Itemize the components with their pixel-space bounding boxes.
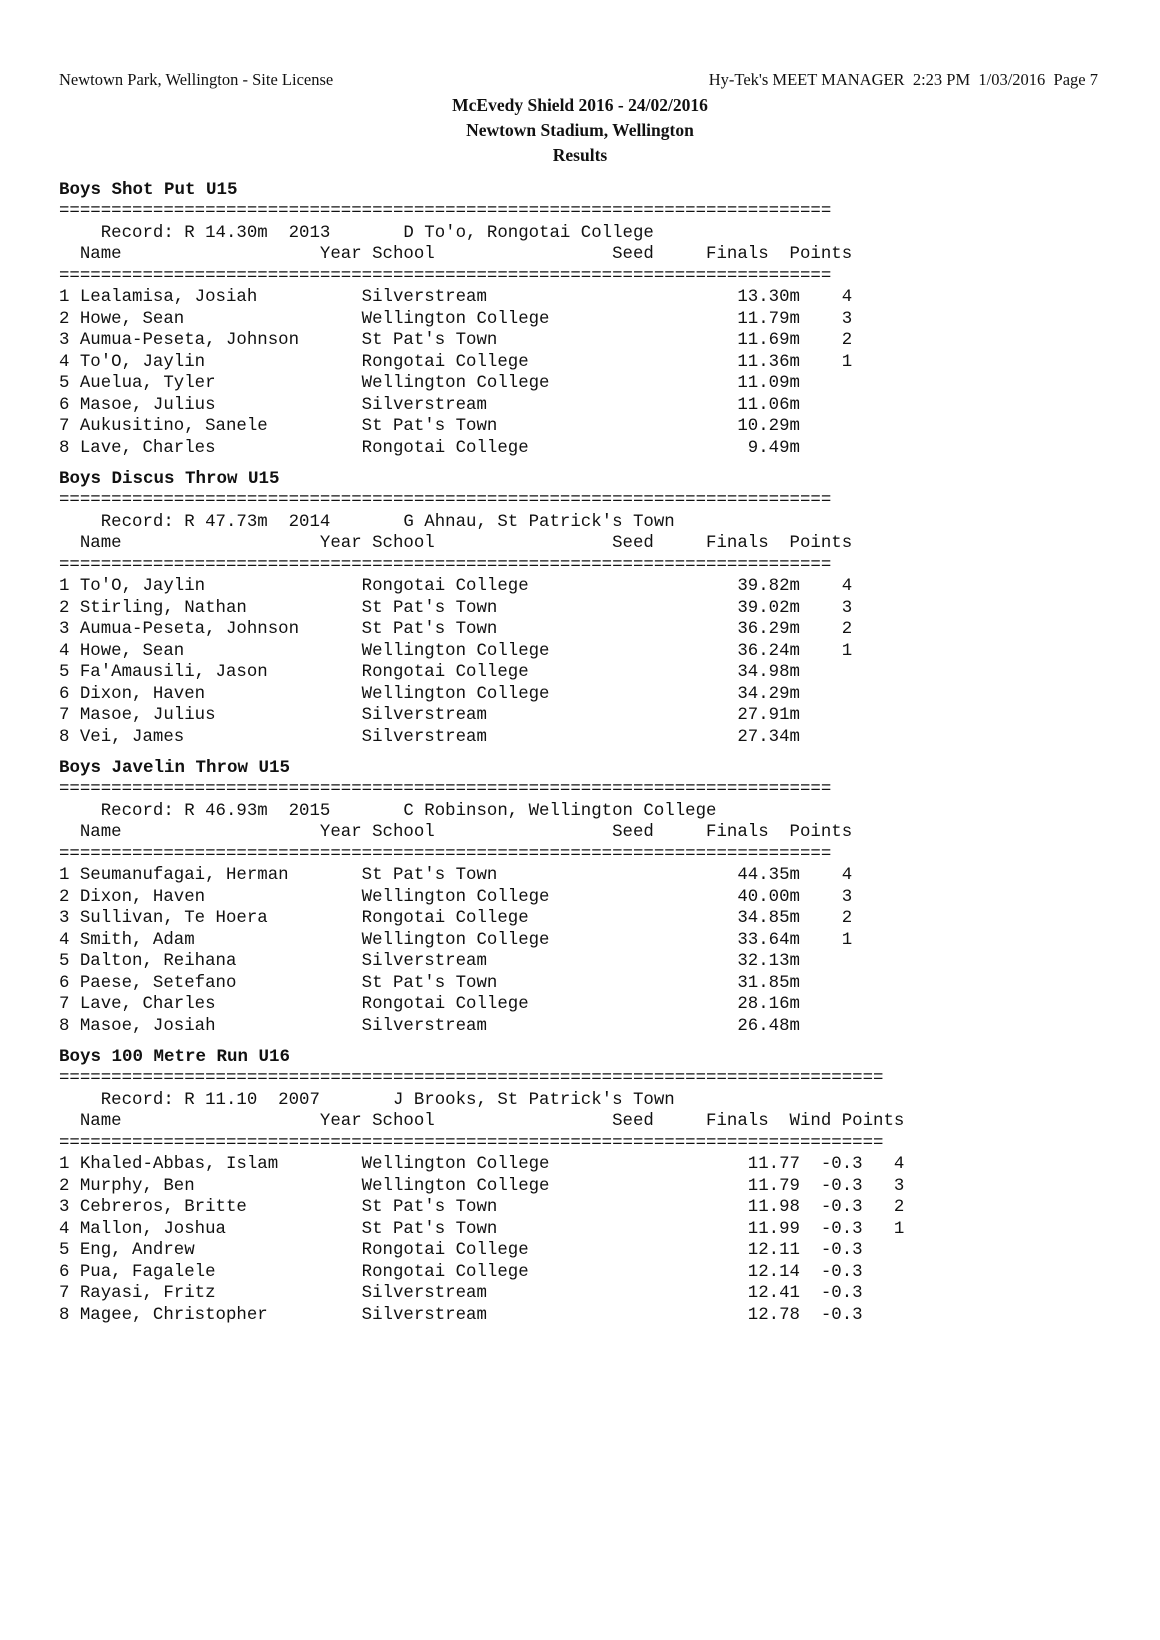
result-row: 2 Stirling, Nathan St Pat's Town 39.02m 3 [59,598,853,618]
result-row: 2 Dixon, Haven Wellington College 40.00m 3 [59,887,853,907]
meet-title: McEvedy Shield 2016 - 24/02/2016 [452,95,708,115]
separator-line: ========================================================================== [59,266,832,286]
separator-line: ========================================================================== [59,780,832,799]
result-row: 4 Smith, Adam Wellington College 33.64m 1 [59,930,853,950]
result-row: 6 Paese, Setefano St Pat's Town 31.85m [59,973,800,993]
result-row: 3 Aumua-Peseta, Johnson St Pat's Town 11.69m 2 [59,331,853,350]
result-row: 5 Auelua, Tyler Wellington College 11.09m [59,374,800,393]
column-headers: Name Year School Seed Finals Points [59,823,853,842]
separator-line: =============================================================================== [59,1133,884,1153]
result-row: 7 Lave, Charles Rongotai College 28.16m [59,995,800,1014]
result-row: 4 Mallon, Joshua St Pat's Town 11.99 -0.3 1 [59,1219,905,1239]
result-row: 3 Cebreros, Britte St Pat's Town 11.98 -0.3 2 [59,1198,905,1217]
column-headers: Name Year School Seed Finals Points [59,534,853,553]
result-row: 6 Masoe, Julius Silverstream 11.06m [59,395,800,415]
separator-line: ========================================================================== [59,555,832,575]
result-row: 1 Khaled-Abbas, Islam Wellington College 11.77 -0.3 4 [59,1155,905,1174]
result-row: 3 Sullivan, Te Hoera Rongotai College 34.85m 2 [59,909,853,928]
column-headers: Name Year School Seed Finals Wind Points [59,1112,905,1131]
event-shot-put-u15 [59,179,852,459]
result-row: 5 Fa'Amausili, Jason Rongotai College 34.98m [59,663,800,682]
separator-line: ========================================================================== [59,844,832,864]
event-title: Boys Shot Put U15 [59,180,238,200]
event-title: Boys Discus Throw U15 [59,469,280,489]
result-row: 8 Magee, Christopher Silverstream 12.78 -0.3 [59,1305,863,1325]
result-row: 8 Vei, James Silverstream 27.34m [59,727,800,747]
site-license-header: Newtown Park, Wellington - Site License [59,70,334,89]
record-line: Record: R 14.30m 2013 D To'o, Rongotai College [59,223,654,243]
separator-line: ========================================================================== [59,202,832,221]
result-row: 7 Masoe, Julius Silverstream 27.91m [59,706,800,725]
record-line: Record: R 11.10 2007 J Brooks, St Patrick's Town [59,1090,675,1110]
result-row: 7 Aukusitino, Sanele St Pat's Town 10.29m [59,417,800,436]
event-discus-throw-u15 [59,468,852,748]
result-row: 4 Howe, Sean Wellington College 36.24m 1 [59,641,853,661]
result-row: 1 To'O, Jaylin Rongotai College 39.82m 4 [59,577,853,596]
result-row: 7 Rayasi, Fritz Silverstream 12.41 -0.3 [59,1284,863,1303]
result-row: 1 Seumanufagai, Herman St Pat's Town 44.35m 4 [59,866,853,885]
result-row: 2 Murphy, Ben Wellington College 11.79 -0.3 3 [59,1176,905,1196]
column-headers: Name Year School Seed Finals Points [59,245,853,264]
event-javelin-throw-u15 [59,757,852,1037]
record-line: Record: R 46.93m 2015 C Robinson, Wellington College [59,801,717,821]
result-row: 5 Eng, Andrew Rongotai College 12.11 -0.3 [59,1241,863,1260]
result-row: 2 Howe, Sean Wellington College 11.79m 3 [59,309,853,329]
event-title: Boys 100 Metre Run U16 [59,1047,291,1067]
result-row: 3 Aumua-Peseta, Johnson St Pat's Town 36.29m 2 [59,620,853,639]
separator-line: ========================================================================== [59,491,832,510]
meet-venue: Newtown Stadium, Wellington [466,120,694,140]
results-heading: Results [552,145,608,165]
result-row: 6 Dixon, Haven Wellington College 34.29m [59,684,800,704]
record-line: Record: R 47.73m 2014 G Ahnau, St Patrick's Town [59,512,675,532]
result-row: 6 Pua, Fagalele Rongotai College 12.14 -0.3 [59,1262,863,1282]
meet-manager-header: Hy-Tek's MEET MANAGER 2:23 PM 1/03/2016 Page 7 [708,70,1098,89]
event-100-metre-run-u16 [59,1046,904,1326]
result-row: 1 Lealamisa, Josiah Silverstream 13.30m 4 [59,288,853,307]
result-row: 8 Masoe, Josiah Silverstream 26.48m [59,1016,800,1036]
result-row: 8 Lave, Charles Rongotai College 9.49m [59,438,800,458]
result-row: 4 To'O, Jaylin Rongotai College 11.36m 1 [59,352,853,372]
event-title: Boys Javelin Throw U15 [59,758,291,778]
result-row: 5 Dalton, Reihana Silverstream 32.13m [59,952,800,971]
separator-line: =============================================================================== [59,1069,884,1088]
